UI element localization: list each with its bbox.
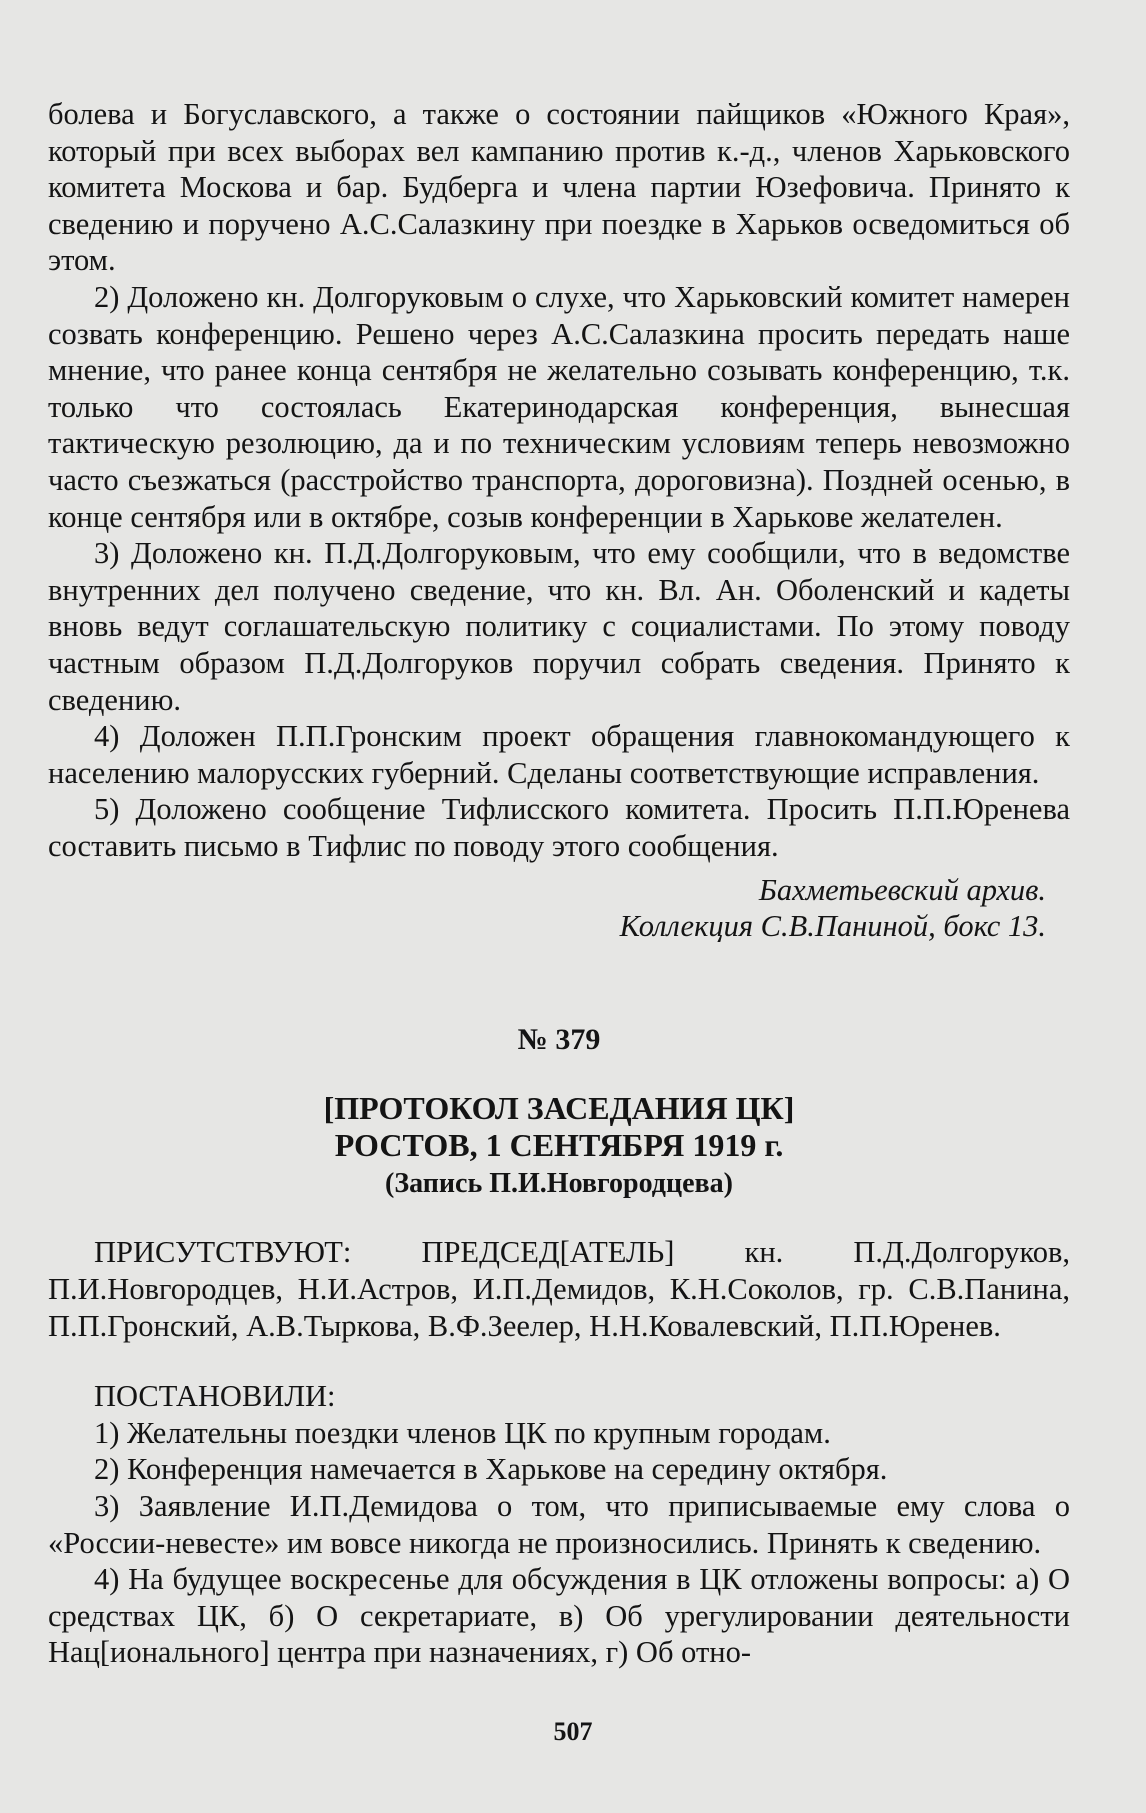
archive-source-line-1: Бахметьевский архив. <box>758 873 1046 908</box>
page-number: 507 <box>553 1717 593 1746</box>
paragraph-continuation: болева и Богуславского, а также о состоянии пайщиков «Южного Края», который при всех выборах вел кампанию против к.-д., членов Харьковского комитета Москова и бар. Будберга и члена партии Юзефовича. Принято к сведению и поручено А.С.Салазкину при поездке в Харьков осведомиться об этом. <box>48 97 1070 278</box>
paragraph-item-3: 3) Доложено кн. П.Д.Долгоруковым, что ему сообщили, что в ведомстве внутренних дел получено сведение, что кн. Вл. Ан. Оболенский и кадеты вновь ведут соглашательскую политику с социалистами. По этому поводу частным образом П.Д.Долгоруков поручил собрать сведения. Принято к сведению. <box>48 536 1070 717</box>
attendees-list: ПРИСУТСТВУЮТ: ПРЕДСЕД[АТЕЛЬ] кн. П.Д.Долгоруков, П.И.Новгородцев, Н.И.Астров, И.П.Демидов, К.Н.Соколов, гр. С.В.Панина, П.П.Гронский, А.В.Тыркова, В.Ф.Зеелер, Н.Н.Ковалевский, П.П.Юренев. <box>48 1235 1070 1343</box>
document-subtitle: (Запись П.И.Новгородцева) <box>385 1168 733 1200</box>
text-column <box>48 96 1070 1671</box>
resolution-item-1: 1) Желательны поездки членов ЦК по крупным городам. <box>94 1415 831 1450</box>
resolution-item-4: 4) На будущее воскресенье для обсуждения в ЦК отложены вопросы: а) О средствах ЦК, б) О секретариате, в) Об урегулировании деятельности Нац[ионального] центра при назначениях, г) Об отно- <box>48 1562 1070 1670</box>
resolution-item-3: 3) Заявление И.П.Демидова о том, что приписываемые ему слова о «России-невесте» им вовсе никогда не произносились. Принять к сведению. <box>48 1489 1070 1560</box>
document-place-date: РОСТОВ, 1 СЕНТЯБРЯ 1919 г. <box>334 1127 784 1164</box>
resolution-item-2: 2) Конференция намечается в Харькове на середину октября. <box>94 1452 888 1487</box>
resolved-heading: ПОСТАНОВИЛИ: <box>94 1379 336 1414</box>
document-title: [ПРОТОКОЛ ЗАСЕДАНИЯ ЦК] <box>323 1090 795 1127</box>
paragraph-item-4: 4) Доложен П.П.Гронским проект обращения главнокомандующего к населению малорусских губерний. Сделаны соответствующие исправления. <box>48 719 1070 790</box>
document-number: № 379 <box>517 1023 601 1057</box>
archive-source-line-2: Коллекция С.В.Паниной, бокс 13. <box>619 909 1046 944</box>
paragraph-item-5: 5) Доложено сообщение Тифлисского комитета. Просить П.П.Юренева составить письмо в Тифлис по поводу этого сообщения. <box>48 792 1070 863</box>
paragraph-item-2: 2) Доложено кн. Долгоруковым о слухе, что Харьковский комитет намерен созвать конференцию. Решено через А.С.Салазкина просить передать наше мнение, что ранее конца сентября не желательно созывать конференцию, т.к. только что состоялась Екатеринодарская конференция, вынесшая тактическую резолюцию, да и по техническим условиям теперь невозможно часто съезжаться (расстройство транспорта, дороговизна). Поздней осенью, в конце сентября или в октябре, созыв конференции в Харькове желателен. <box>48 279 1070 534</box>
archive-source <box>48 872 1070 944</box>
